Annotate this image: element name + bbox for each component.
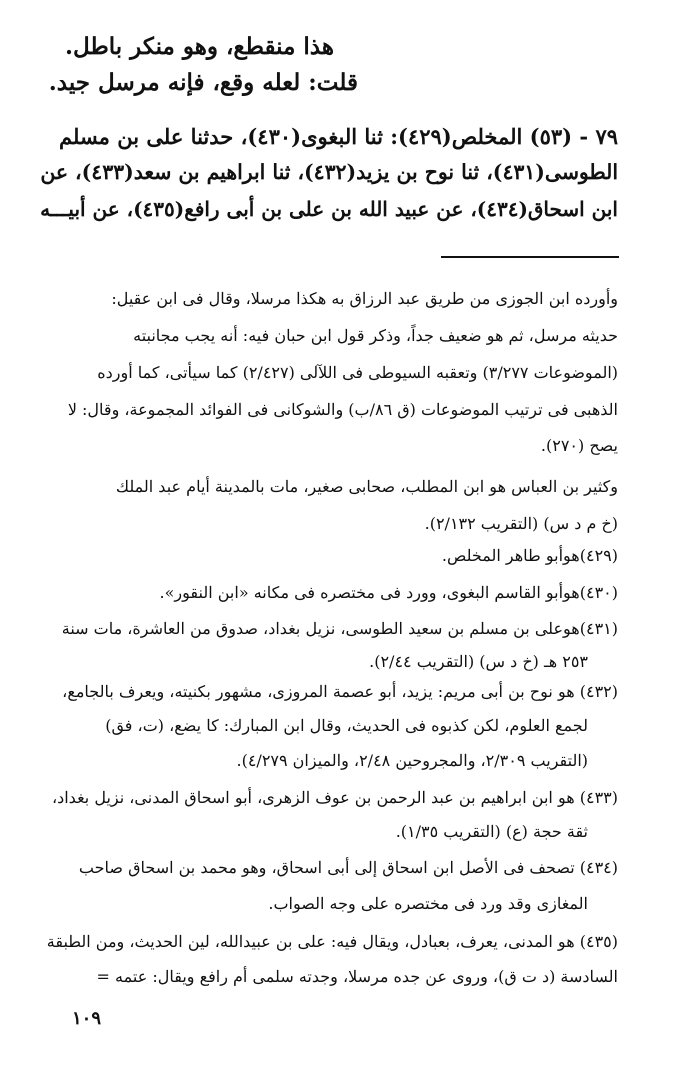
intro-line-1: هذا منقطع، وهو منكر باطل. bbox=[65, 33, 334, 60]
footnote-line: (٤٣٣) هو ابن ابراهيم بن عبد الرحمن بن عوف الزهرى، أبو اسحاق المدنى، نزيل بغداد، bbox=[51, 788, 618, 807]
footnote-line: (٤٣١)هوعلى بن مسلم بن سعيد الطوسى، نزيل بغداد، صدوق من العاشرة، مات سنة bbox=[61, 619, 618, 638]
footnote-line: (٤٣٥) هو المدنى، يعرف، بعبادل، ويقال فيه: على بن عبيدالله، لين الحديث، ومن الطبقة bbox=[46, 932, 618, 951]
footnote-line: وكثير بن العباس هو ابن المطلب، صحابى صغير، مات بالمدينة أيام عبد الملك bbox=[115, 477, 618, 496]
footnote-line: (خ م د س) (التقريب ٢/١٣٢). bbox=[424, 514, 618, 533]
main-text-line-1: ٧٩ - (٥٣) المخلص(٤٢٩): ثنا البغوى(٤٣٠)، حدثنا على بن مسلم bbox=[59, 124, 618, 149]
footnote-line: (٤٢٩)هوأبو طاهر المخلص. bbox=[441, 546, 618, 565]
footnote-line: ٢٥٣ هـ (خ د س) (التقريب ٢/٤٤). bbox=[369, 652, 588, 671]
main-text-line-3: ابن اسحاق(٤٣٤)، عن عبيد الله بن على بن أبى رافع(٤٣٥)، عن أبيـــه bbox=[40, 197, 618, 221]
intro-line-2: قلت: لعله وقع، فإنه مرسل جيد. bbox=[48, 69, 358, 96]
footnote-line: (٤٣٢) هو نوح بن أبى مريم: يزيد، أبو عصمة المروزى، مشهور بكنيته، ويعرف بالجامع، bbox=[62, 682, 618, 701]
page-number: ١٠٩ bbox=[72, 1008, 102, 1029]
footnote-line: لجمع العلوم، لكن كذبوه فى الحديث، وقال ابن المبارك: كا يضع، (ت، فق) bbox=[105, 716, 588, 735]
footnote-line: الذهبى فى ترتيب الموضوعات (ق ٨٦/ب) والشوكانى فى الفوائد المجموعة، وقال: لا bbox=[67, 400, 618, 419]
footnote-line: (الموضوعات ٣/٢٧٧) وتعقبه السيوطى فى اللآلى (٢/٤٢٧) كما سيأتى، كما أورده bbox=[97, 363, 618, 382]
footnote-line: يصح (٢٧٠). bbox=[540, 436, 618, 455]
footnote-line: (٤٣٠)هوأبو القاسم البغوى، وورد فى مختصره فى مكانه «ابن النقور». bbox=[159, 583, 618, 602]
footnote-line: ثقة حجة (ع) (التقريب ١/٣٥). bbox=[395, 822, 588, 841]
footnote-line: (٤٣٤) تصحف فى الأصل ابن اسحاق إلى أبى اسحاق، وهو محمد بن اسحاق صاحب bbox=[78, 858, 618, 877]
footnote-line: وأورده ابن الجوزى من طريق عبد الرزاق به هكذا مرسلا، وقال فى ابن عقيل: bbox=[111, 289, 618, 308]
footnote-line: (التقريب ٢/٣٠٩، والمجروحين ٢/٤٨، والميزان ٤/٢٧٩). bbox=[236, 751, 588, 770]
footnote-line: حديثه مرسل، ثم هو ضعيف جداً، وذكر قول ابن حبان فيه: أنه يجب مجانبته bbox=[133, 326, 618, 345]
footnote-separator bbox=[441, 256, 619, 258]
footnote-line: السادسة (د ت ق)، وروى عن جده مرسلا، وجدته سلمى أم رافع ويقال: عتمه = bbox=[96, 967, 618, 986]
main-text-line-2: الطوسى(٤٣١)، ثنا نوح بن يزيد(٤٣٢)، ثنا ابراهيم بن سعد(٤٣٣)، عن bbox=[40, 160, 618, 184]
footnote-line: المغازى وقد ورد فى مختصره على وجه الصواب. bbox=[268, 894, 588, 913]
